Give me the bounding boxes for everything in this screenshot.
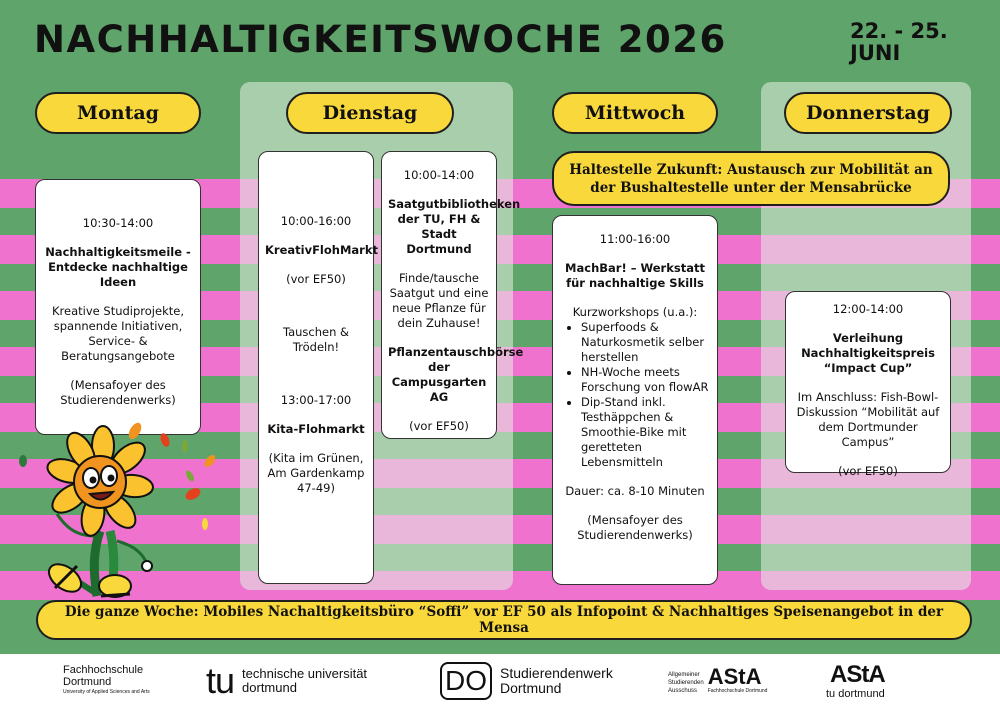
- day-label-mittwoch: Mittwoch: [552, 92, 718, 134]
- date-range-days: 22. - 25.: [850, 19, 948, 43]
- event-title: Kita-Flohmarkt: [267, 422, 365, 436]
- logo-sw-mark: DO: [440, 662, 492, 700]
- logo-tu-line2: dortmund: [242, 680, 297, 695]
- event-title: Nachhaltigkeitsmeile - Entdecke nachhaltige Ideen: [45, 245, 191, 289]
- day-label-montag: Montag: [35, 92, 201, 134]
- logo-asta-tu: [826, 662, 885, 700]
- list-item: • NH-Woche meets Forschung von flowAR: [581, 365, 711, 395]
- logo-fh-line2: Dortmund: [63, 676, 112, 688]
- event-location: (Mensafoyer des Studierendenwerks): [60, 378, 176, 407]
- event-time: 10:00-16:00: [280, 214, 352, 228]
- weekly-banner: Die ganze Woche: Mobiles Nachaltigkeitsbüro “Soffi” vor EF 50 als Infopoint & Nachhaltiges Speisenangebot in der Mensa: [36, 600, 972, 640]
- logo-asta-fh: [668, 666, 767, 695]
- day-label-dienstag: Dienstag: [286, 92, 454, 134]
- logo-tu-mark: tu: [206, 660, 235, 701]
- event-time: 12:00-14:00: [832, 302, 904, 316]
- logo-asta-fh-mark: AStA: [707, 664, 762, 689]
- event-intro: Kurzworkshops (u.a.):: [572, 305, 698, 319]
- event-card-machbar: [552, 215, 718, 585]
- logo-tu-dortmund: [206, 660, 368, 701]
- date-range-month: JUNI: [850, 41, 901, 65]
- logo-asta-tu-sub: tu dortmund: [826, 688, 885, 700]
- event-location: (vor EF50): [286, 272, 346, 286]
- event-title: Pflanzentauschbörse der Campusgarten AG: [388, 345, 524, 404]
- event-card-saatgut: [381, 151, 524, 439]
- event-description: Kreative Studiprojekte, spannende Initiativen, Service- & Beratungsangebote: [52, 304, 184, 363]
- event-location: (Kita im Grünen, Am Gardenkamp 47-49): [267, 451, 365, 495]
- logo-sw-line1: Studierendenwerk: [500, 665, 613, 681]
- footer: [0, 654, 1000, 707]
- logo-fh-line3: University of Applied Sciences and Arts: [63, 689, 150, 695]
- event-title: Verleihung Nachhaltigkeitspreis “Impact Cup”: [801, 331, 935, 375]
- workshop-list: [559, 320, 711, 470]
- event-title: MachBar! – Werkstatt für nachhaltige Skills: [565, 261, 705, 290]
- event-description: Tauschen & Trödeln!: [282, 325, 350, 354]
- logo-fh-line1: Fachhochschule: [63, 664, 144, 676]
- list-item: • Superfoods & Naturkosmetik selber herstellen: [581, 320, 711, 365]
- logo-asta-fh-small1: Allgemeiner: [668, 672, 700, 678]
- event-description: Im Anschluss: Fish-Bowl-Diskussion “Mobilität auf dem Dortmunder Campus”: [796, 390, 940, 449]
- event-title: KreativFlohMarkt: [265, 243, 378, 257]
- mittwoch-banner: Haltestelle Zukunft: Austausch zur Mobilität an der Bushaltestelle unter der Mensabrücke: [552, 151, 950, 206]
- page-title: NACHHALTIGKEITSWOCHE 2026: [34, 18, 727, 61]
- event-duration: Dauer: ca. 8-10 Minuten: [565, 484, 705, 498]
- event-description: Finde/tausche Saatgut und eine neue Pflanze für dein Zuhause!: [389, 271, 489, 330]
- event-time: 13:00-17:00: [280, 393, 352, 407]
- event-title: Saatgutbibliotheken der TU, FH & Stadt Dortmund: [388, 197, 521, 256]
- logo-sw-line2: Dortmund: [500, 680, 562, 696]
- event-location: (Mensafoyer des Studierendenwerks): [577, 513, 693, 542]
- event-location: (vor EF50): [838, 464, 898, 478]
- logo-asta-fh-small3: Ausschuss: [668, 688, 698, 694]
- logo-asta-tu-mark: AStA: [830, 661, 885, 688]
- event-time: 10:00-14:00: [403, 168, 475, 182]
- event-time: 10:30-14:00: [82, 216, 154, 230]
- day-label-donnerstag: Donnerstag: [784, 92, 952, 134]
- event-location: (vor EF50): [409, 419, 469, 433]
- list-item: • Dip-Stand inkl. Testhäppchen & Smoothie-Bike mit geretteten Lebensmitteln: [581, 395, 711, 470]
- logo-fh-dortmund: [63, 664, 150, 696]
- flower-mascot-icon: [15, 416, 215, 616]
- logo-asta-fh-small2: Studierenden: [668, 680, 704, 686]
- logo-studierendenwerk: [440, 662, 613, 700]
- logo-tu-line1: technische universität: [242, 666, 368, 681]
- event-time: 11:00-16:00: [599, 232, 671, 246]
- event-card-impact-cup: [785, 291, 951, 478]
- logo-asta-fh-sub: Fachhochschule Dortmund: [707, 688, 768, 694]
- event-card-nachhaltigkeitsmeile: [35, 179, 201, 435]
- event-card-flohmarkt: [258, 151, 378, 584]
- date-range: [850, 20, 948, 64]
